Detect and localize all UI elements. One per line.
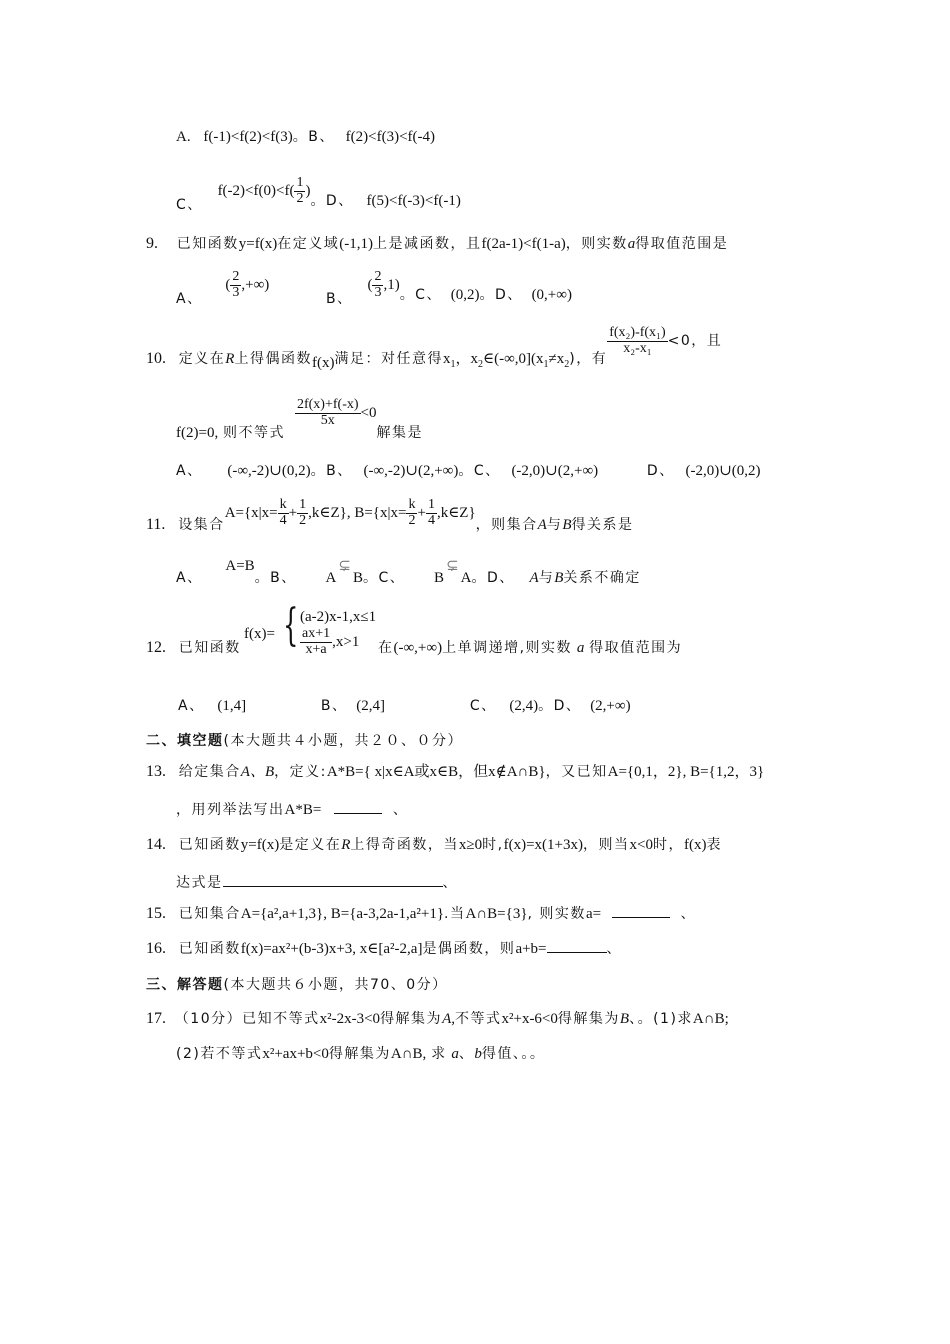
answer-blank-13[interactable]	[334, 813, 382, 814]
q9-options: A、 ( $\frac{2}{3}$ ,+∞) B、 ( $\frac{2}{3}$ ,1)。C、 (0,2)。D、 (0,+∞)	[176, 269, 572, 308]
question-17: 17. （10分）已知不等式x²-2x-3<0得解集为A,不等式x²+x-6<0得解集为B、。(1)求A∩B;	[146, 1010, 729, 1027]
question-11: 11. 设集合A={x|x= $\frac{k}{4}$ + $\frac{1}{2}$ ,k∈Z}, B={x|x= $\frac{k}{2}$ + $\frac{1}{4}$ ,k∈Z}，则集合A与B得关系是	[146, 497, 634, 534]
question-10: 10. 定义在R上得偶函数f(x)满足：对任意得$x_1$，$x_2\in(-\infty,0](x_1\ne x_2)$，有 $\frac{\text{f(x₂)-f(x₁)}}{\text{x₂-x₁}}$ <0，且	[146, 325, 723, 372]
q14-line2: 达式是 、	[176, 875, 458, 891]
q10-line2: f(2)=0, 则不等式 $\frac{2f(x)+f(-x)}{5x}$ <0解集是	[176, 397, 423, 442]
question-12-stem: 12. 已知函数	[146, 639, 241, 656]
q12-case-2: $\frac{ax+1}{x+a}$ ,x>1	[302, 626, 360, 657]
question-9: 9. 已知函数y=f(x)在定义域(-1,1)上是减函数，且f(2a-1)<f(1-a)，则实数a得取值范围是	[146, 235, 729, 252]
answer-blank-15[interactable]	[612, 917, 670, 918]
q12-options: A、 (1,4] B、 (2,4] C、 (2,4)。D、 (2,+∞)	[178, 698, 631, 714]
question-15: 15. 已知集合A={a²,a+1,3}, B={a-3,2a-1,a²+1}.当A∩B={3}, 则实数a= 、	[146, 905, 697, 922]
q17-line2: (2)若不等式x²+ax+b<0得解集为A∩B, 求 a、b得值、。。	[176, 1046, 546, 1062]
section-fill-in-title: 二、填空题(本大题共４小题，共２０、０分）	[146, 733, 463, 749]
question-16: 16. 已知函数f(x)=ax²+(b-3)x+3, x∈[a²-2,a]是偶函数，则a+b= 、	[146, 940, 623, 957]
piecewise-brace: {	[283, 600, 299, 651]
q12-case-1: (a-2)x-1,x≤1	[300, 609, 377, 625]
q8-option-c: C、 f(-2)<f(0)<f( $\frac{1}{2}$ )。D、 f(5)<f(-3)<f(-1)	[176, 175, 461, 214]
q12-function-label: f(x)=	[244, 626, 275, 642]
answer-blank-16[interactable]	[547, 952, 607, 953]
q13-line2: ，用列举法写出A*B= 、	[176, 802, 409, 818]
q11-options: A、 A=B。B、 A⊊B。C、 B⊊A。D、 A与B关系不确定	[176, 558, 641, 586]
q10-options: A、 (-∞,-2)∪(0,2)。B、 (-∞,-2)∪(2,+∞)。C、 (-2,0)∪(2,+∞) D、 (-2,0)∪(0,2)	[176, 463, 761, 479]
question-12-tail: 在(-∞,+∞)上单调递增,则实数 a 得取值范围为	[378, 640, 683, 656]
q8-option-a: A. f(-1)<f(2)<f(3)。B、 f(2)<f(3)<f(-4)	[176, 129, 436, 145]
answer-blank-14[interactable]	[223, 886, 443, 887]
section-answer-title: 三、解答题(本大题共６小题，共70、0分）	[146, 977, 448, 993]
question-13: 13. 给定集合A、B，定义:A*B={ x|x∈A或x∈B，但x∉A∩B}，又已知A={0,1，2}, B={1,2，3}	[146, 763, 765, 780]
question-14: 14. 已知函数y=f(x)是定义在R上得奇函数，当x≥0时,f(x)=x(1+3x)，则当x<0时，f(x)表	[146, 836, 722, 853]
